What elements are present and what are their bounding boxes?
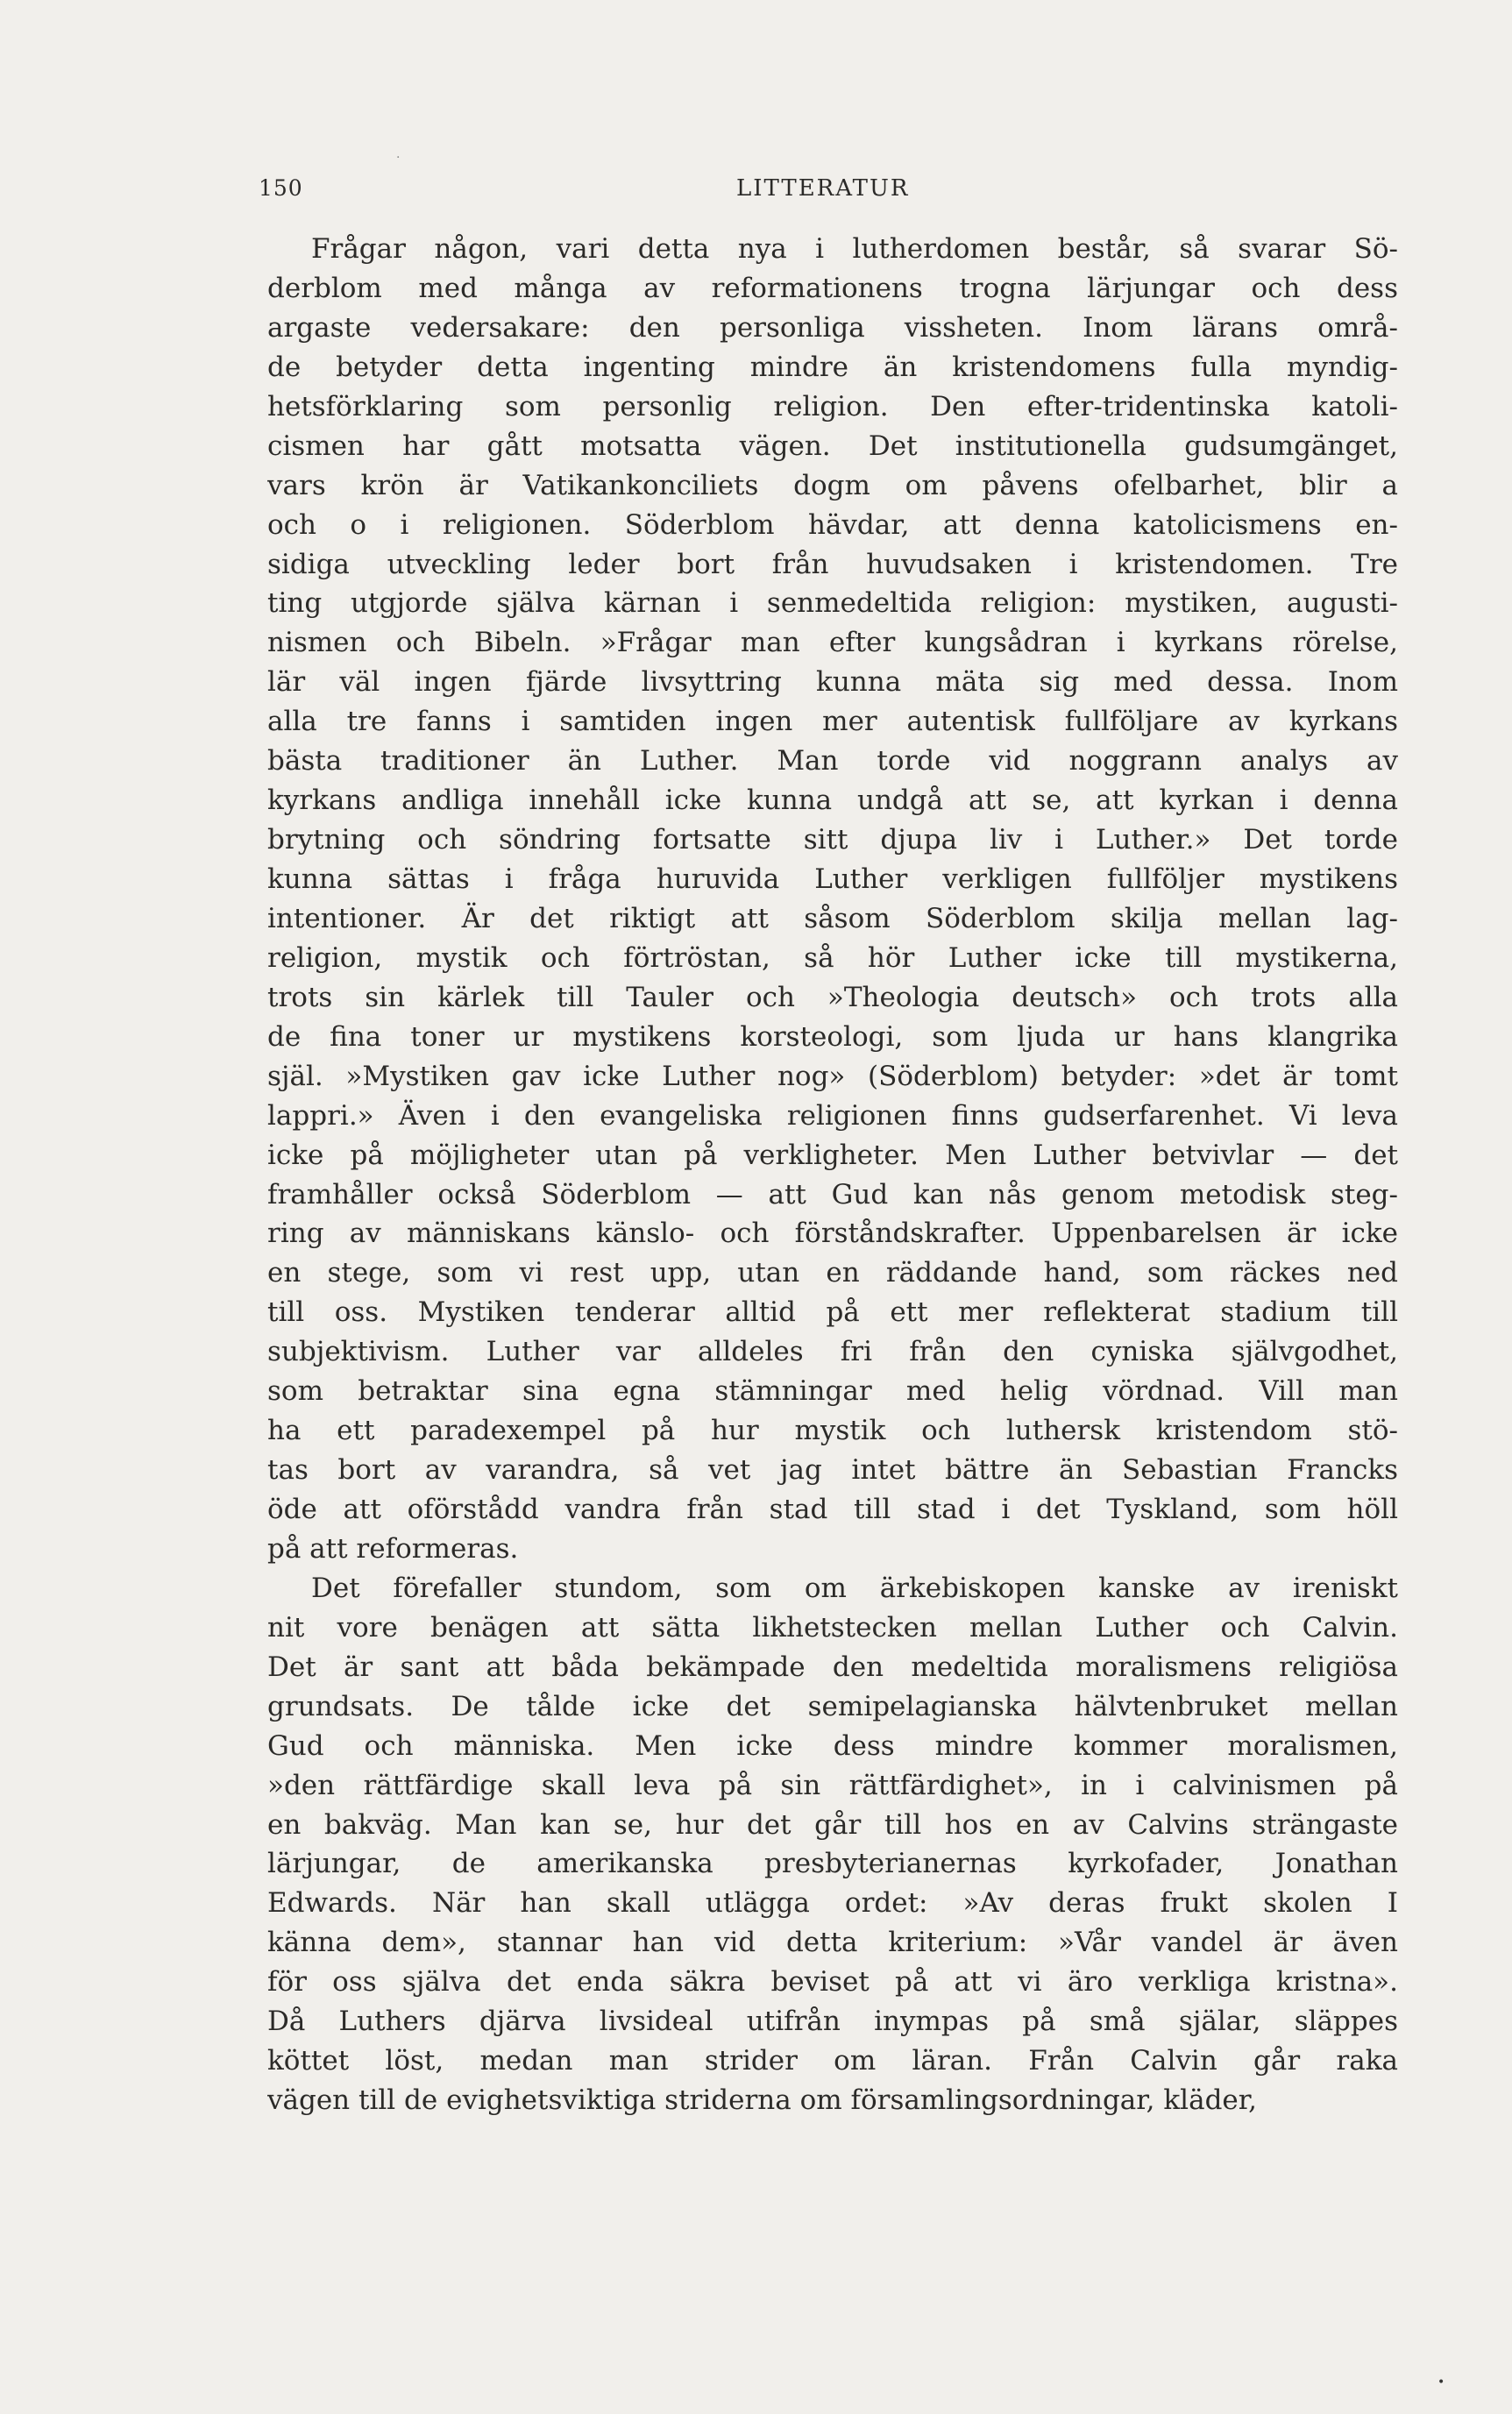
- text-line: lärjungar, de amerikanska presbyterianernas kyrkofader, Jonathan: [267, 1848, 1398, 1880]
- body-text: [267, 230, 1398, 2120]
- text-line: brytning och söndring fortsatte sitt djupa liv i Luther.» Det torde: [267, 824, 1398, 856]
- text-line: känna dem», stannar han vid detta kriterium: »Vår vandel är även: [267, 1927, 1398, 1959]
- text-line: Det är sant att båda bekämpade den medeltida moralismens religiösa: [267, 1651, 1398, 1683]
- text-line: ring av människans känslo- och förståndskrafter. Uppenbarelsen är icke: [267, 1218, 1398, 1250]
- text-line: på att reformeras.: [267, 1532, 519, 1565]
- text-line: sidiga utveckling leder bort från huvudsaken i kristendomen. Tre: [267, 548, 1398, 580]
- margin-speck: ·: [396, 151, 401, 165]
- margin-speck: •: [1437, 2375, 1445, 2389]
- text-line: cismen har gått motsatta vägen. Det institutionella gudsumgänget,: [267, 430, 1398, 462]
- text-line: lär väl ingen fjärde livsyttring kunna mäta sig med dessa. Inom: [267, 666, 1398, 699]
- text-line: grundsats. De tålde icke det semipelagianska hälvtenbruket mellan: [267, 1690, 1398, 1722]
- text-line: nismen och Bibeln. »Frågar man efter kungsådran i kyrkans rörelse,: [267, 627, 1398, 659]
- text-line: köttet löst, medan man strider om läran. Från Calvin går raka: [267, 2045, 1398, 2077]
- page-header: [259, 175, 1398, 210]
- text-line: Det förefaller stundom, som om ärkebiskopen kanske av ireniskt: [311, 1572, 1398, 1604]
- text-line: bästa traditioner än Luther. Man torde vid noggrann analys av: [267, 745, 1398, 777]
- text-line: intentioner. Är det riktigt att såsom Söderblom skilja mellan lag-: [267, 902, 1398, 934]
- text-line: icke på möjligheter utan på verkligheter. Men Luther betvivlar — det: [267, 1139, 1398, 1171]
- text-line: för oss själva det enda säkra beviset på att vi äro verkliga kristna».: [267, 1966, 1398, 1999]
- text-line: en stege, som vi rest upp, utan en räddande hand, som räckes ned: [267, 1257, 1398, 1289]
- text-line: som betraktar sina egna stämningar med helig vördnad. Vill man: [267, 1375, 1398, 1408]
- text-line: framhåller också Söderblom — att Gud kan nås genom metodisk steg-: [267, 1178, 1398, 1211]
- text-line: tas bort av varandra, så vet jag intet bättre än Sebastian Francks: [267, 1454, 1398, 1487]
- text-line: kyrkans andliga innehåll icke kunna undgå att se, att kyrkan i denna: [267, 785, 1398, 817]
- text-line: och o i religionen. Söderblom hävdar, att denna katolicismens en-: [267, 508, 1398, 541]
- text-line: vars krön är Vatikankonciliets dogm om påvens ofelbarhet, blir a: [267, 469, 1398, 501]
- text-line: trots sin kärlek till Tauler och »Theologia deutsch» och trots alla: [267, 981, 1398, 1013]
- running-title: LITTERATUR: [736, 175, 910, 202]
- text-line: subjektivism. Luther var alldeles fri från den cyniska självgodhet,: [267, 1336, 1398, 1368]
- text-line: en bakväg. Man kan se, hur det går till hos en av Calvins strängaste: [267, 1808, 1398, 1841]
- text-line: Edwards. När han skall utlägga ordet: »Av deras frukt skolen I: [267, 1887, 1398, 1920]
- text-line: »den rättfärdige skall leva på sin rättfärdighet», in i calvinismen på: [267, 1769, 1398, 1801]
- text-line: vägen till de evighetsviktiga striderna om församlingsordningar, kläder,: [267, 2084, 1258, 2117]
- page-number: 150: [259, 175, 303, 201]
- text-line: ha ett paradexempel på hur mystik och luthersk kristendom stö-: [267, 1415, 1398, 1447]
- text-line: religion, mystik och förtröstan, så hör Luther icke till mystikerna,: [267, 941, 1398, 974]
- text-line: kunna sättas i fråga huruvida Luther verkligen fullföljer mystikens: [267, 863, 1398, 895]
- text-line: alla tre fanns i samtiden ingen mer autentisk fullföljare av kyrkans: [267, 706, 1398, 738]
- text-line: nit vore benägen att sätta likhetstecken mellan Luther och Calvin.: [267, 1611, 1398, 1644]
- text-line: själ. »Mystiken gav icke Luther nog» (Söderblom) betyder: »det är tomt: [267, 1060, 1398, 1092]
- text-line: hetsförklaring som personlig religion. Den efter-tridentinska katoli-: [267, 390, 1398, 422]
- text-line: öde att oförstådd vandra från stad till stad i det Tyskland, som höll: [267, 1494, 1398, 1525]
- text-line: derblom med många av reformationens trogna lärjungar och dess: [267, 272, 1398, 304]
- text-line: lappri.» Även i den evangeliska religionen finns gudserfarenhet. Vi leva: [267, 1099, 1398, 1132]
- text-line: Frågar någon, vari detta nya i lutherdomen består, så svarar Sö-: [311, 233, 1398, 265]
- text-line: till oss. Mystiken tenderar alltid på ett mer reflekterat stadium till: [267, 1296, 1398, 1329]
- text-line: de fina toner ur mystikens korsteologi, som ljuda ur hans klangrika: [267, 1020, 1398, 1053]
- text-line: argaste vedersakare: den personliga vissheten. Inom lärans områ-: [267, 311, 1398, 344]
- text-line: Gud och människa. Men icke dess mindre kommer moralismen,: [267, 1729, 1398, 1762]
- text-line: ting utgjorde själva kärnan i senmedeltida religion: mystiken, augusti-: [267, 587, 1398, 620]
- text-line: de betyder detta ingenting mindre än kristendomens fulla myndig-: [267, 351, 1398, 383]
- text-line: Då Luthers djärva livsideal utifrån inympas på små själar, släppes: [267, 2006, 1398, 2038]
